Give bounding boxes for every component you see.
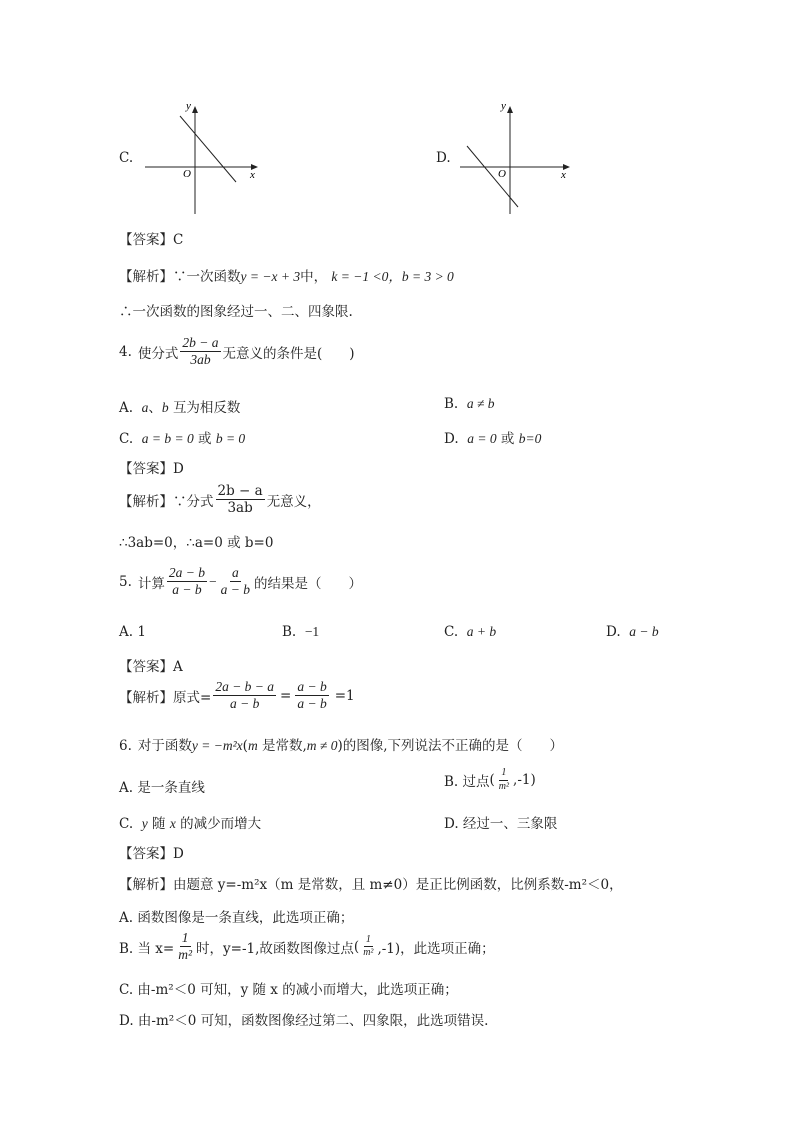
q4-option-a: A. a、b 互为相反数 [119, 400, 241, 416]
q3-analysis: 【解析】∵一次函数y = −x + 3中， k = −1 <0，b = 3 > 0 [119, 269, 454, 285]
q6-answer: 【答案】D [119, 846, 184, 862]
x-label: x [561, 169, 566, 181]
y-axis-arrow [507, 106, 513, 113]
q5-analysis: 【解析】 原式= $\frac{2a - b - a}{a - b}$ = $\frac{a - b}{a - b}$ =1 [119, 679, 355, 712]
graph-d [455, 96, 575, 216]
q6-option-a: A. 是一条直线 [119, 780, 205, 796]
q6-option-d: D. 经过一、三象限 [444, 816, 558, 832]
q5-option-c: C. a + b [444, 624, 497, 640]
q3-answer: 【答案】C [119, 232, 184, 248]
q4-analysis: 【解析】 ∵分式 $\frac{2b - a}{3ab}$ 无意义， [119, 483, 321, 517]
option-c-label: C. [119, 150, 134, 166]
q6-option-b: B. 过点 ( $\frac{1}{\text{m²}}$ ,-1) [444, 767, 536, 792]
origin-label: O [183, 168, 191, 180]
q5-option-b: B. −1 [282, 624, 320, 640]
q6-analysis-d: D. 由-m²＜0 可知，函数图像经过第二、四象限，此选项错误. [119, 1013, 489, 1029]
q3-conclusion: ∴一次函数的图象经过一、二、四象限. [119, 304, 353, 320]
graph-c [140, 96, 260, 216]
q4-stem: 4. 使分式 $\frac{2b - a}{3ab}$ 无意义的条件是( ) [119, 335, 355, 368]
x-label: x [250, 169, 255, 181]
q4-option-b: B. a ≠ b [444, 396, 495, 412]
y-label: y [501, 100, 506, 112]
q5-option-a: A. 1 [119, 624, 146, 640]
q4-option-c: C. a = b = 0 或 b = 0 [119, 431, 246, 447]
y-label: y [186, 100, 191, 112]
q6-analysis: 【解析】由题意 y=-m²x（m 是常数，且 m≠0）是正比例函数，比例系数-m²＜0， [119, 877, 623, 893]
q5-option-d: D. a − b [606, 624, 659, 640]
q6-option-c: C. y 随 x 的减少而增大 [119, 816, 262, 832]
q4-option-d: D. a = 0 或 b=0 [444, 431, 542, 447]
q4-conclusion: ∴3ab=0，∴a=0 或 b=0 [119, 535, 274, 551]
option-d-label: D. [436, 150, 451, 166]
q4-answer: 【答案】D [119, 461, 184, 477]
y-axis-arrow [192, 106, 198, 113]
q6-analysis-c: C. 由-m²＜0 可知，y 随 x 的减小而增大，此选项正确； [119, 982, 458, 998]
q6-analysis-b: B. 当 x= $\frac{1}{\text{m²}}$ 时，y=-1,故函数图像过点 ( $\frac{1}{\text{m²}}$ ,-1)，此选项正确； [119, 930, 495, 963]
q6-stem: 6. 对于函数y = −m²x(m 是常数,m ≠ 0)的图像,下列说法不正确的是（ ） [119, 738, 564, 754]
q6-analysis-a: A. 函数图像是一条直线，此选项正确； [119, 910, 354, 926]
q5-answer: 【答案】A [119, 659, 183, 675]
origin-label: O [498, 168, 506, 180]
q5-stem: 5. 计算 $\frac{2a - b}{a - b}$ − $\frac{a}{a - b}$ 的结果是（ ） [119, 565, 363, 598]
